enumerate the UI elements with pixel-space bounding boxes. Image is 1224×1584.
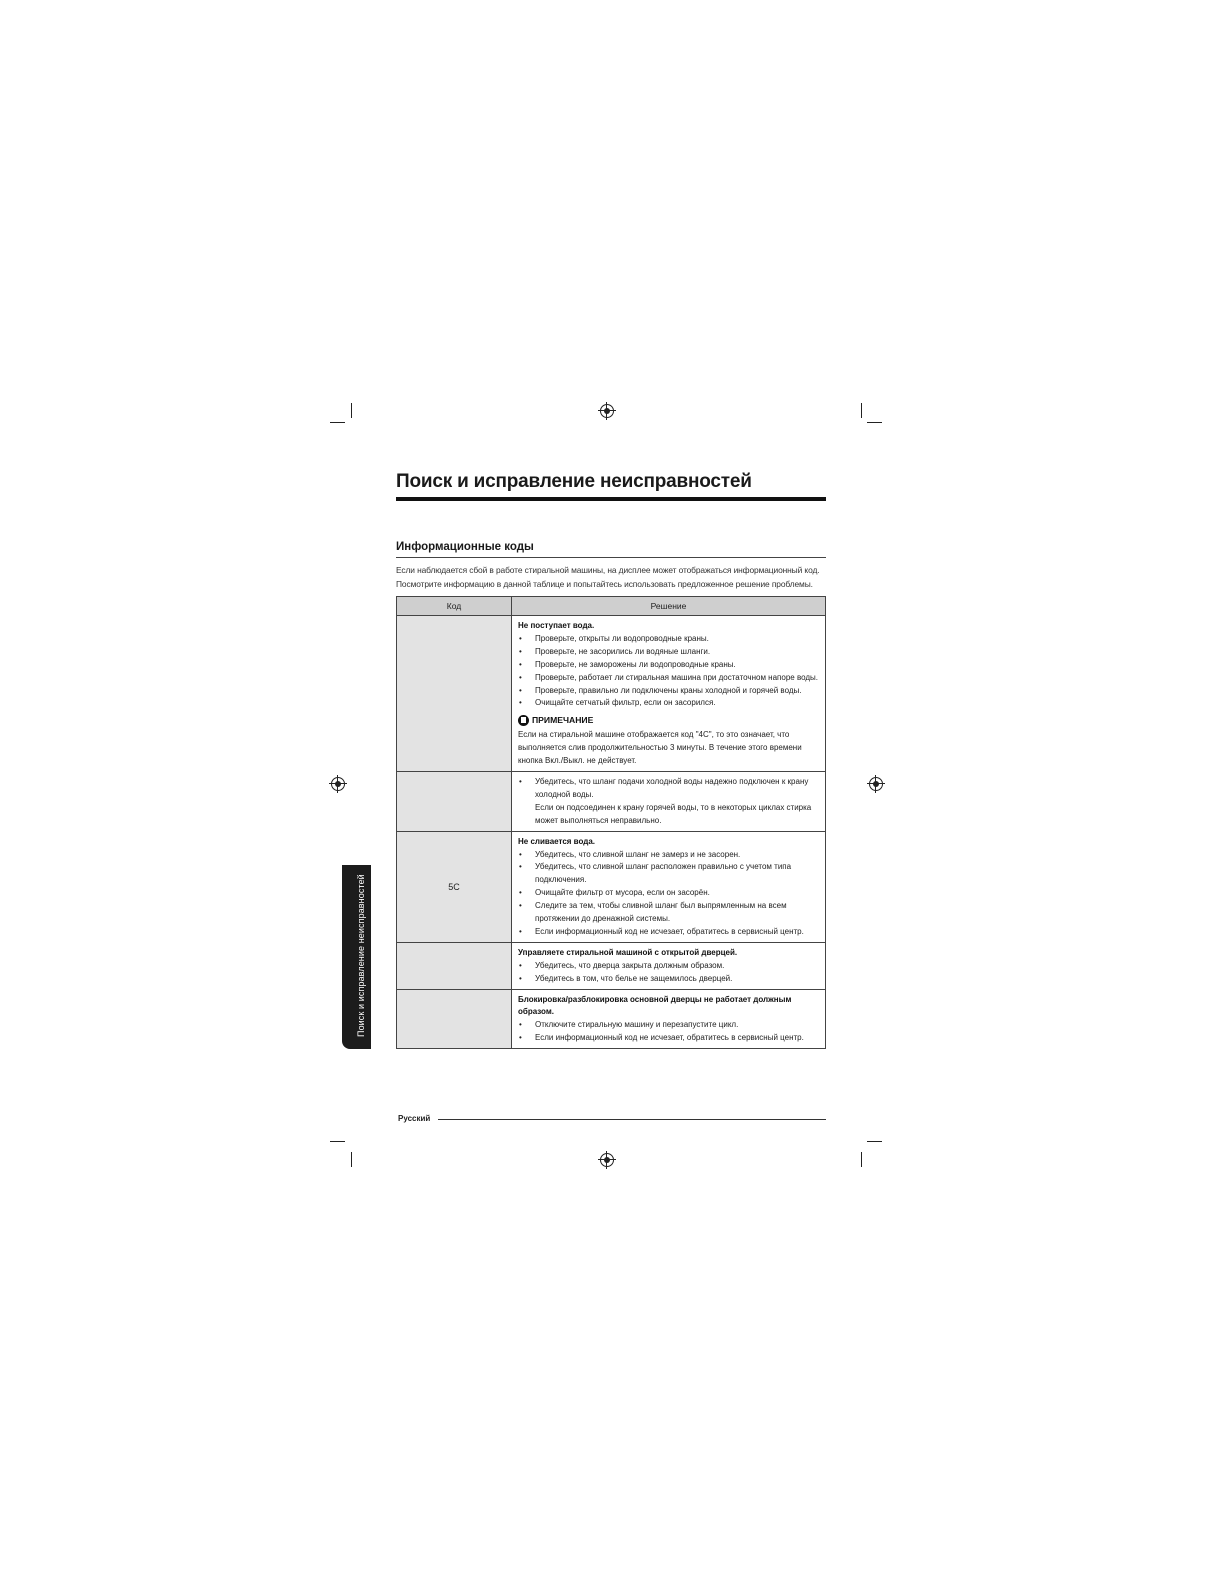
solution-list [518,960,819,986]
crop-mark [330,1141,345,1142]
registration-mark-icon [600,1153,614,1167]
solution-list [518,776,819,802]
column-header-code: Код [397,597,512,616]
list-item: • Проверьте, правильно ли подключены краны холодной и горячей воды. [518,685,819,698]
note-heading [518,714,819,727]
code-cell [397,771,512,831]
list-item: • Следите за тем, чтобы сливной шланг был выпрямленным на всем протяжении до дренажной системы. [518,900,819,926]
solution-cell [512,989,826,1049]
crop-mark [867,1141,882,1142]
issue-text: Управляете стиральной машиной с открытой дверцей. [518,947,738,957]
title-rule [396,497,826,501]
crop-mark [351,1152,352,1167]
list-item: • Если информационный код не исчезает, обратитесь в сервисный центр. [518,926,819,939]
table-header-row [397,597,826,616]
section-rule [396,557,826,558]
footer-rule [438,1119,826,1120]
code-cell [397,942,512,989]
list-item: • Очищайте сетчатый фильтр, если он засорился. [518,697,819,710]
crop-mark [861,403,862,418]
registration-mark-icon [869,777,883,791]
list-item: • Убедитесь в том, что белье не защемилось дверцей. [518,973,819,986]
solution-cell [512,616,826,772]
list-item: • Убедитесь, что сливной шланг расположен правильно с учетом типа подключения. [518,861,819,887]
table-row [397,616,826,772]
list-item: • Проверьте, открыты ли водопроводные краны. [518,633,819,646]
solution-list [518,1019,819,1045]
note-text: Если на стиральной машине отображается код "4С", то это означает, что выполняется слив продолжительностью 3 минуты. В течение этого времени кнопка Вкл./Выкл. не действует. [518,730,802,766]
table-row [397,771,826,831]
crop-mark [867,422,882,423]
solution-cell [512,942,826,989]
issue-text: Блокировка/разблокировка основной дверцы не работает должным образом. [518,994,792,1017]
list-item: • Проверьте, работает ли стиральная машина при достаточном напоре воды. [518,672,819,685]
code-cell [397,989,512,1049]
code-cell [397,616,512,772]
registration-mark-icon [600,404,614,418]
list-item: • Проверьте, не засорились ли водяные шланги. [518,646,819,659]
issue-text: Не поступает вода. [518,621,595,630]
table-row [397,989,826,1049]
list-item: • Если информационный код не исчезает, обратитесь в сервисный центр. [518,1032,819,1045]
side-tab-label: Поиск и исправление неисправностей [356,874,366,1037]
list-item: • Очищайте фильтр от мусора, если он засорён. [518,887,819,900]
note-icon [518,715,529,726]
code-cell: 5C [397,831,512,942]
registration-mark-icon [331,777,345,791]
intro-text: Если наблюдается сбой в работе стиральной машины, на дисплее может отображаться информационный код. Посмотрите информацию в данной таблице и попытайтесь использовать предложенное решение проблемы. [396,565,820,589]
info-codes-table [396,596,826,1049]
solution-cell [512,771,826,831]
list-item: • Проверьте, не заморожены ли водопроводные краны. [518,659,819,672]
table-row [397,942,826,989]
crop-mark [330,422,345,423]
note-label: ПРИМЕЧАНИЕ [532,715,594,726]
solution-cell [512,831,826,942]
footer-language-label: Русский [398,1114,431,1123]
sub-note-text: Если он подсоединен к крану горячей воды, то в некоторых циклах стирка может выполняться неправильно. [535,802,812,825]
column-header-solution: Решение [512,597,826,616]
crop-mark [351,403,352,418]
solution-list [518,849,819,939]
crop-mark [861,1152,862,1167]
list-item: • Отключите стиральную машину и перезапустите цикл. [518,1019,819,1032]
section-title: Информационные коды [396,541,534,553]
page-title: Поиск и исправление неисправностей [396,471,752,492]
list-item: • Убедитесь, что шланг подачи холодной воды надежно подключен к крану холодной воды. [518,776,819,802]
issue-text: Не сливается вода. [518,836,595,846]
solution-list [518,633,819,710]
list-item: • Убедитесь, что дверца закрыта должным образом. [518,960,819,973]
table-row [397,831,826,942]
list-item: • Убедитесь, что сливной шланг не замерз и не засорен. [518,849,819,862]
